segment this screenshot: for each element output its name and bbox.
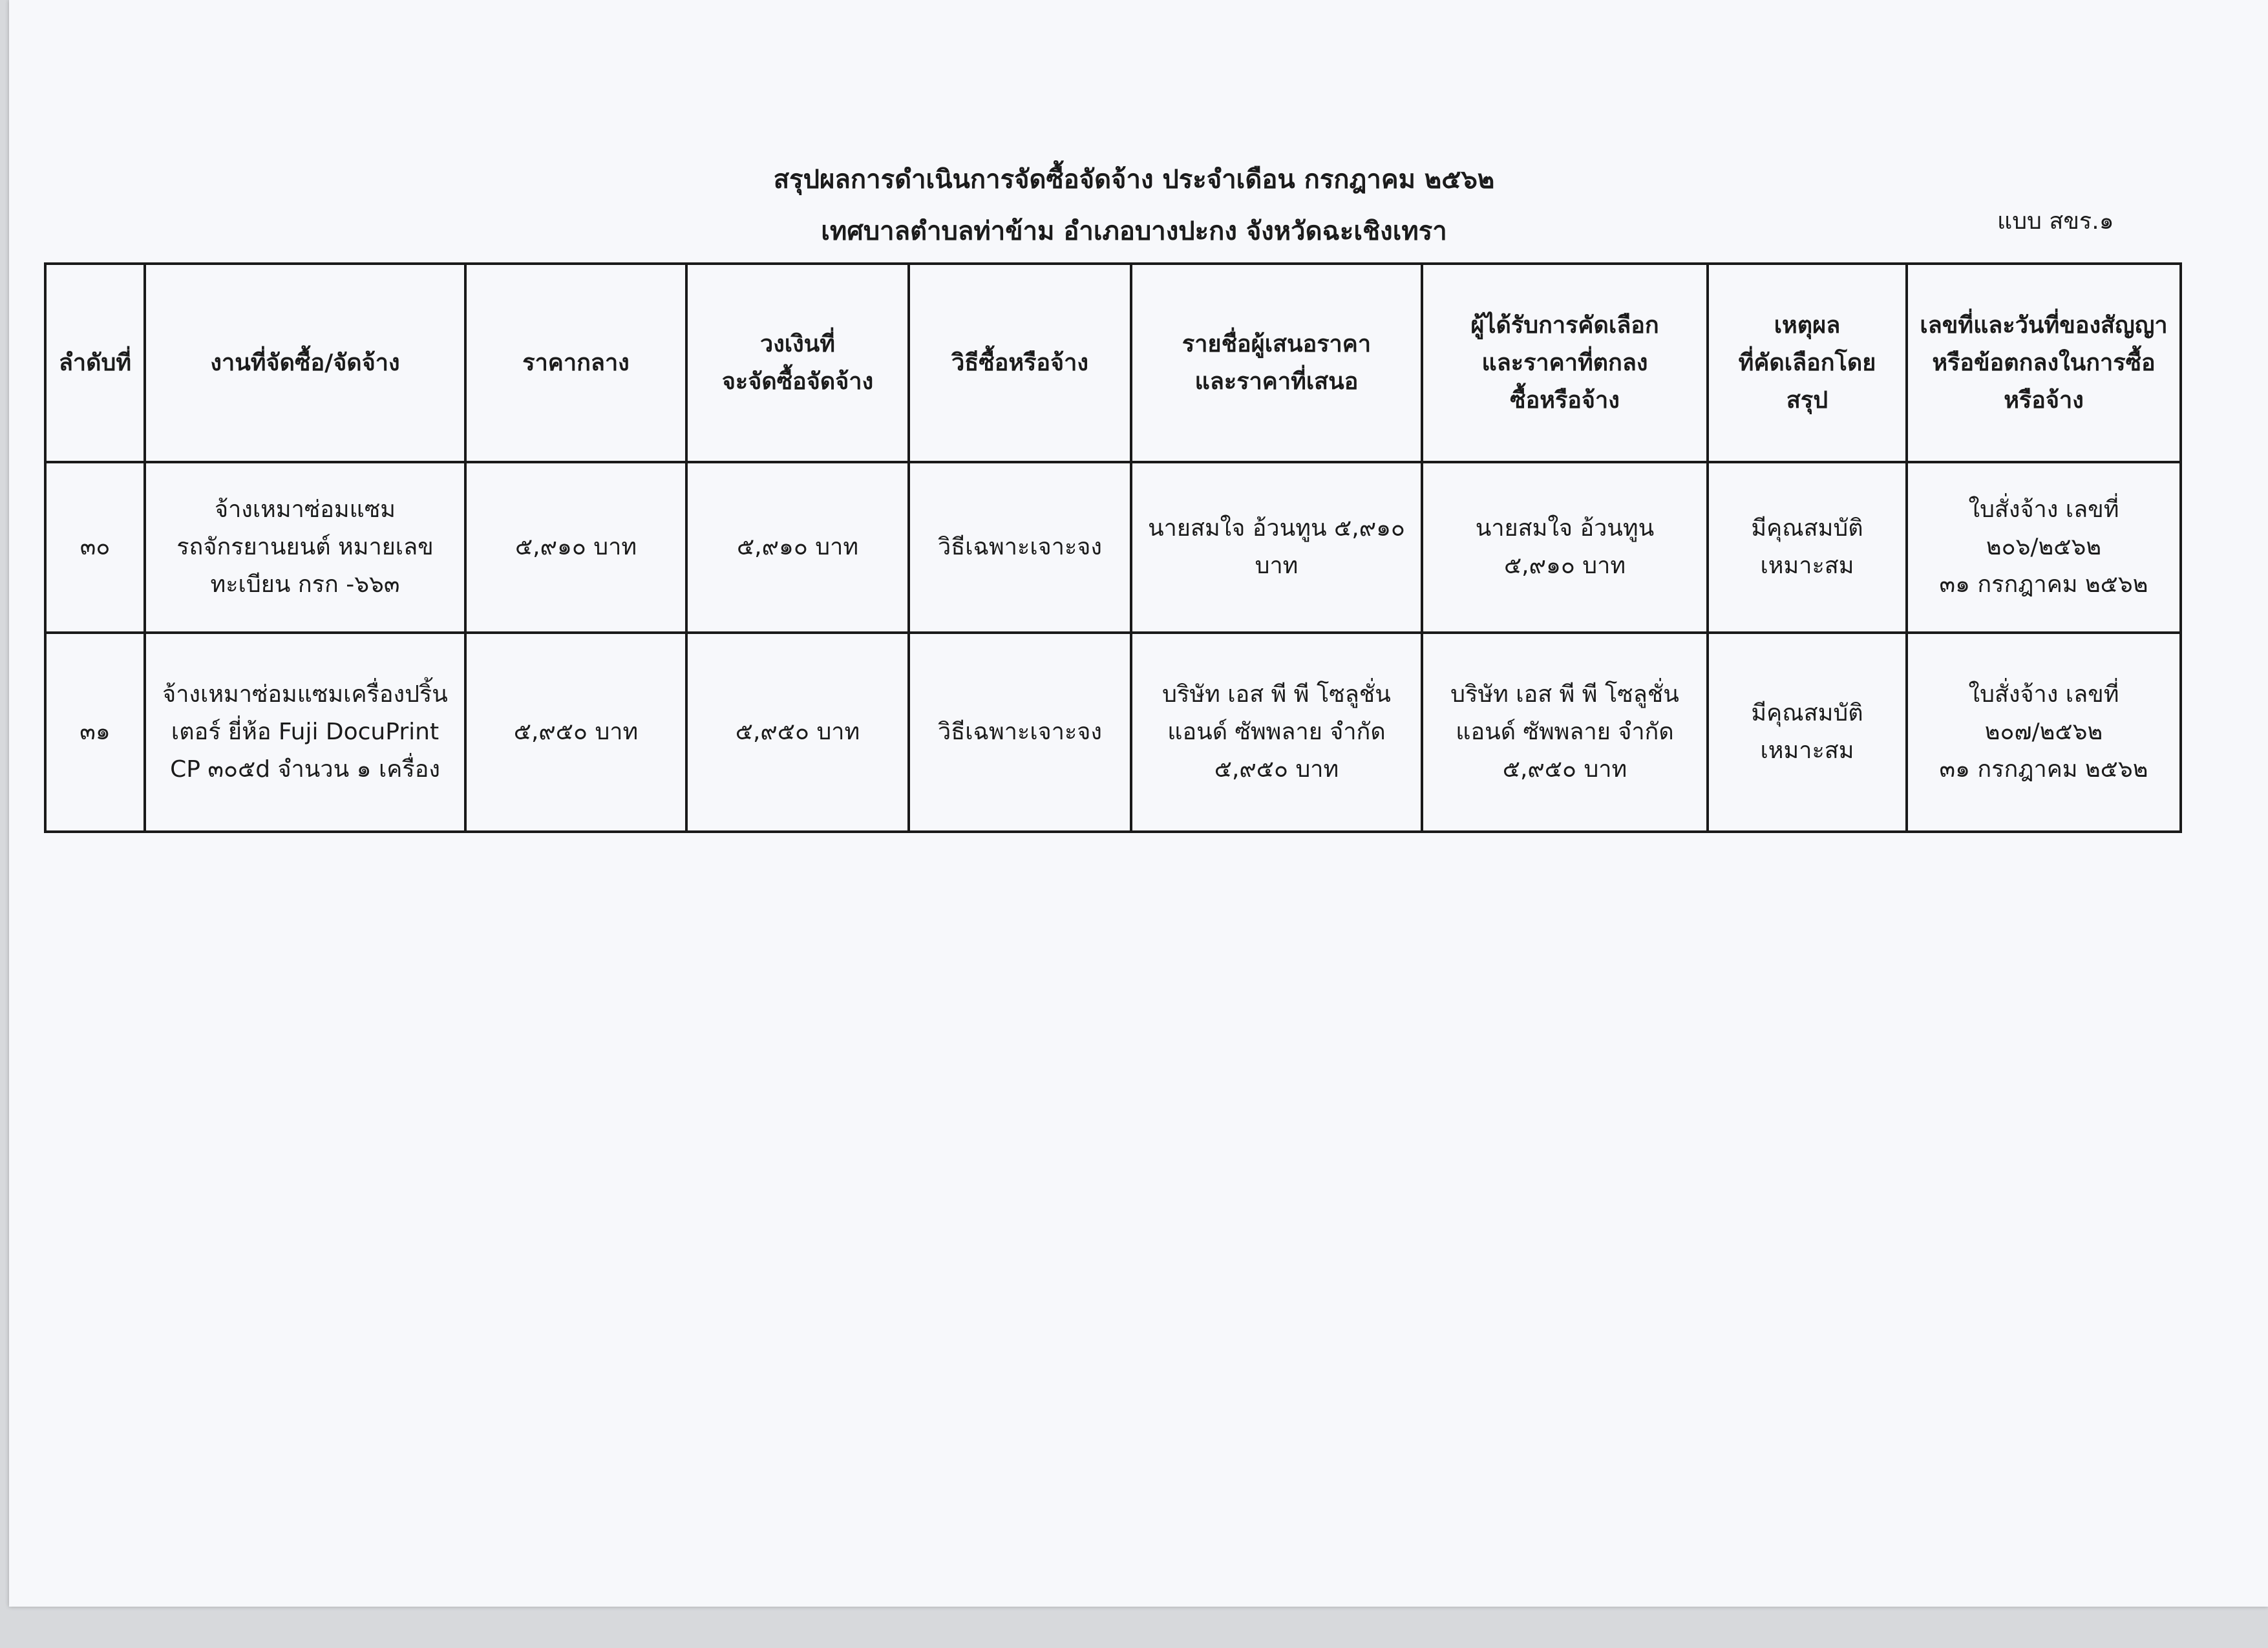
procurement-summary-table bbox=[44, 262, 2182, 833]
cell-bidders: นายสมใจ อ้วนทูน ๕,๙๑๐ บาท bbox=[1131, 462, 1422, 633]
cell-contract: ใบสั่งจ้าง เลขที่ ๒๐๗/๒๕๖๒ ๓๑ กรกฎาคม ๒๕๖๒ bbox=[1907, 633, 2181, 832]
table-row bbox=[45, 633, 2181, 832]
cell-median-price: ๕,๙๑๐ บาท bbox=[465, 462, 686, 633]
form-code: แบบ สขร.๑ bbox=[1997, 208, 2114, 235]
cell-bidders: บริษัท เอส พี พี โซลูชั่น แอนด์ ซัพพลาย จำกัด ๕,๙๕๐ บาท bbox=[1131, 633, 1422, 832]
cell-item: จ้างเหมาซ่อมแซมเครื่องปริ้น เตอร์ ยี่ห้อ Fuji DocuPrint CP ๓๐๕d จำนวน ๑ เครื่อง bbox=[145, 633, 465, 832]
cell-budget: ๕,๙๑๐ บาท bbox=[686, 462, 909, 633]
cell-budget: ๕,๙๕๐ บาท bbox=[686, 633, 909, 832]
header-no: ลำดับที่ bbox=[45, 264, 145, 462]
header-bidders: รายชื่อผู้เสนอราคา และราคาที่เสนอ bbox=[1131, 264, 1422, 462]
cell-selected: บริษัท เอส พี พี โซลูชั่น แอนด์ ซัพพลาย จำกัด ๕,๙๕๐ บาท bbox=[1422, 633, 1708, 832]
cell-median-price: ๕,๙๕๐ บาท bbox=[465, 633, 686, 832]
cell-reason: มีคุณสมบัติ เหมาะสม bbox=[1708, 462, 1907, 633]
header-reason: เหตุผล ที่คัดเลือกโดยสรุป bbox=[1708, 264, 1907, 462]
cell-item: จ้างเหมาซ่อมแซม รถจักรยานยนต์ หมายเลข ทะเบียน กรก -๖๖๓ bbox=[145, 462, 465, 633]
header-contract: เลขที่และวันที่ของสัญญา หรือข้อตกลงในการซื้อ หรือจ้าง bbox=[1907, 264, 2181, 462]
document-title: สรุปผลการดำเนินการจัดซื้อจัดจ้าง ประจำเดือน กรกฎาคม ๒๕๖๒ bbox=[773, 165, 1495, 195]
cell-reason: มีคุณสมบัติ เหมาะสม bbox=[1708, 633, 1907, 832]
cell-method: วิธีเฉพาะเจาะจง bbox=[909, 462, 1131, 633]
header-method: วิธีซื้อหรือจ้าง bbox=[909, 264, 1131, 462]
cell-selected: นายสมใจ อ้วนทูน ๕,๙๑๐ บาท bbox=[1422, 462, 1708, 633]
cell-method: วิธีเฉพาะเจาะจง bbox=[909, 633, 1131, 832]
header-budget: วงเงินที่ จะจัดซื้อจัดจ้าง bbox=[686, 264, 909, 462]
cell-no: ๓๐ bbox=[45, 462, 145, 633]
table-row bbox=[45, 462, 2181, 633]
header-item: งานที่จัดซื้อ/จัดจ้าง bbox=[145, 264, 465, 462]
cell-contract: ใบสั่งจ้าง เลขที่ ๒๐๖/๒๕๖๒ ๓๑ กรกฎาคม ๒๕๖๒ bbox=[1907, 462, 2181, 633]
header-median-price: ราคากลาง bbox=[465, 264, 686, 462]
document-subtitle: เทศบาลตำบลท่าข้าม อำเภอบางปะกง จังหวัดฉะเชิงเทรา bbox=[821, 217, 1447, 246]
table-header-row bbox=[45, 264, 2181, 462]
header-selected: ผู้ได้รับการคัดเลือก และราคาที่ตกลง ซื้อหรือจ้าง bbox=[1422, 264, 1708, 462]
cell-no: ๓๑ bbox=[45, 633, 145, 832]
